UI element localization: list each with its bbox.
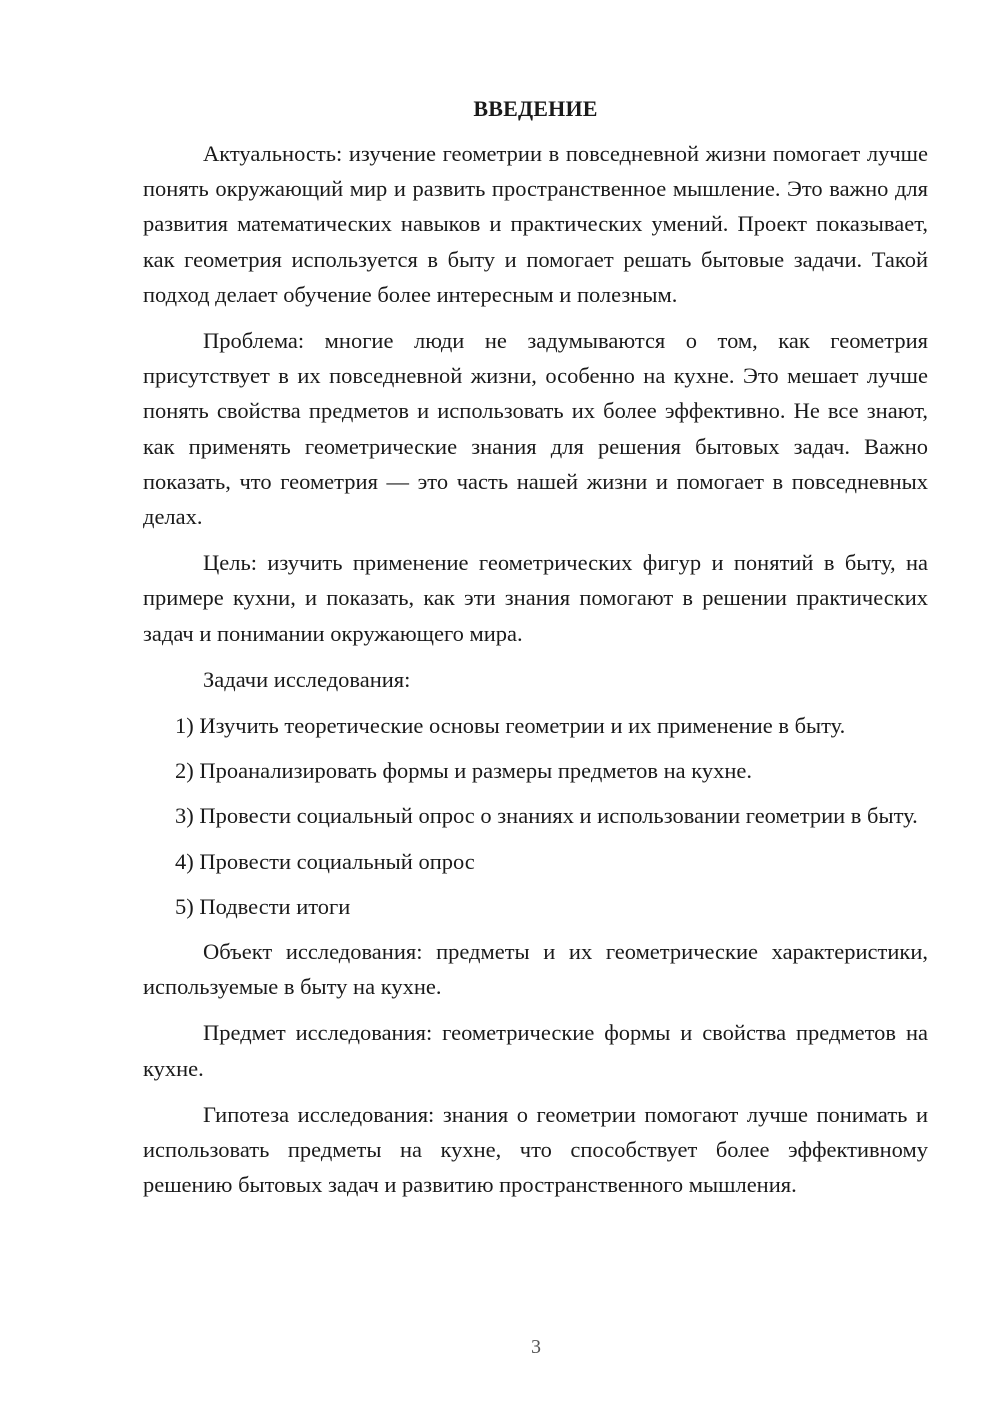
paragraph-relevance: Актуальность: изучение геометрии в повседневной жизни помогает лучше понять окружающий мир и развить пространственное мышление. Это важно для развития математических навыков и практических умений. Проект показывает, как геометрия используется в быту и помогает решать бытовые задачи. Такой подход делает обучение более интересным и полезным. [143,141,928,307]
page-content [143,96,928,1202]
paragraph-object: Объект исследования: предметы и их геометрические характеристики, используемые в быту на кухне. [143,939,928,1000]
paragraph-subject: Предмет исследования: геометрические формы и свойства предметов на кухне. [143,1020,928,1081]
tasks-heading: Задачи исследования: [203,666,411,692]
task-item-1: 1) Изучить теоретические основы геометрии и их применение в быту. [175,713,846,739]
task-item-4: 4) Провести социальный опрос [175,848,475,874]
page-title: ВВЕДЕНИЕ [473,96,598,121]
task-item-3: 3) Провести социальный опрос о знаниях и использовании геометрии в быту. [175,803,918,829]
paragraph-problem: Проблема: многие люди не задумываются о том, как геометрия присутствует в их повседневной жизни, особенно на кухне. Это мешает лучше понять свойства предметов и использовать их более эффективно. Не все знают, как применять геометрические знания для решения бытовых задач. Важно показать, что геометрия — это часть нашей жизни и помогает в повседневных делах. [143,328,928,530]
page-number: 3 [531,1336,541,1358]
paragraph-goal: Цель: изучить применение геометрических фигур и понятий в быту, на примере кухни, и показать, как эти знания помогают в решении практических задач и понимании окружающего мира. [143,550,928,646]
task-item-2: 2) Проанализировать формы и размеры предметов на кухне. [175,758,752,784]
task-item-5: 5) Подвести итоги [175,893,351,919]
paragraph-hypothesis: Гипотеза исследования: знания о геометрии помогают лучше понимать и использовать предметы на кухне, что способствует более эффективному решению бытовых задач и развитию пространственного мышления. [143,1101,928,1198]
